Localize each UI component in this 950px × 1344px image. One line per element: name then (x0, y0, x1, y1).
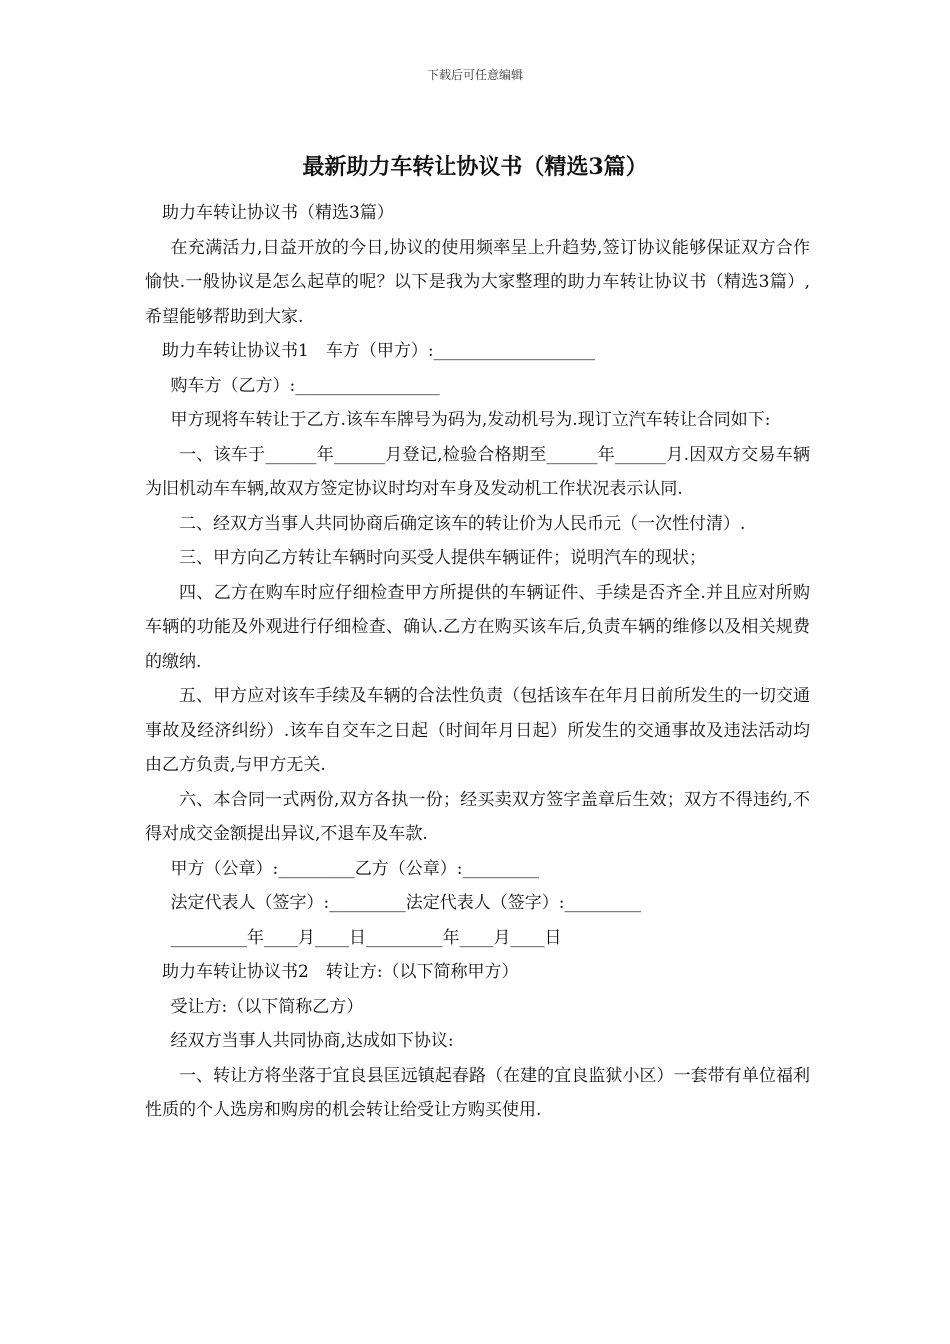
paragraph-transferee: 受让方:（以下简称乙方） (170, 996, 364, 1017)
paragraph-agreement1-seller: 助力车转让协议书1 车方（甲方）:___________________ (162, 341, 596, 361)
paragraph-seal-line: 甲方（公章）:_________乙方（公章）:_________ (170, 858, 539, 879)
paragraph-clause-6: 六、本合同一式两份,双方各执一份；经买卖双方签字盖章后生效；双方不得违约,不得对成交金额提出异议,不退车及车款. (145, 789, 810, 844)
document-title: 最新助力车转让协议书（精选3篇） (302, 154, 648, 180)
paragraph-signature-line: 法定代表人（签字）:_________法定代表人（签字）:_________ (170, 893, 641, 913)
paragraph-clause-2: 二、经双方当事人共同协商后确定该车的转让价为人民币元（一次性付清）. (179, 513, 746, 534)
paragraph-consensus: 经双方当事人共同协商,达成如下协议: (170, 1031, 454, 1051)
paragraph-clause-3: 三、甲方向乙方转让车辆时向买受人提供车辆证件；说明汽车的现状； (179, 548, 706, 568)
paragraph-intro: 在充满活力,日益开放的今日,协议的使用频率呈上升趋势,签订协议能够保证双方合作愉快.一般协议是怎么起草的呢？以下是我为大家整理的助力车转让协议书（精选3篇）,希望能够帮助到大家. (145, 237, 810, 327)
paragraph-clause-1: 一、该车于______年______月登记,检验合格期至______年______月.因双方交易车辆为旧机动车车辆,故双方签定协议时均对车身及发动机工作状况表示认同. (145, 444, 810, 499)
document-body (145, 196, 810, 1128)
paragraph-date-line: _________年____月____日_________年____月____日 (170, 927, 562, 948)
paragraph-subtitle: 助力车转让协议书（精选3篇） (162, 203, 394, 223)
header-note: 下载后可任意编辑 (426, 68, 523, 82)
paragraph-clause-5: 五、甲方应对该车手续及车辆的合法性负责（包括该车在年月日前所发生的一切交通事故及经济纠纷）.该车自交车之日起（时间年月日起）所发生的交通事故及违法活动均由乙方负责,与甲方无关. (145, 686, 810, 775)
paragraph-buyer: 购车方（乙方）:_________________ (170, 375, 440, 396)
paragraph-agreement2-transferor: 助力车转让协议书2 转让方:（以下简称甲方） (162, 962, 519, 982)
paragraph-transfer-statement: 甲方现将车转让于乙方.该车车牌号为码为,发动机号为.现订立汽车转让合同如下: (170, 410, 771, 430)
paragraph-clause-4: 四、乙方在购车时应仔细检查甲方所提供的车辆证件、手续是否齐全.并且应对所购车辆的功能及外观进行仔细检查、确认.乙方在购买该车后,负责车辆的维修以及相关规费的缴纳. (145, 582, 810, 672)
paragraph-agreement2-clause-1: 一、转让方将坐落于宜良县匡远镇起春路（在建的宜良监狱小区）一套带有单位福利性质的个人选房和购房的机会转让给受让方购买使用. (145, 1065, 810, 1120)
